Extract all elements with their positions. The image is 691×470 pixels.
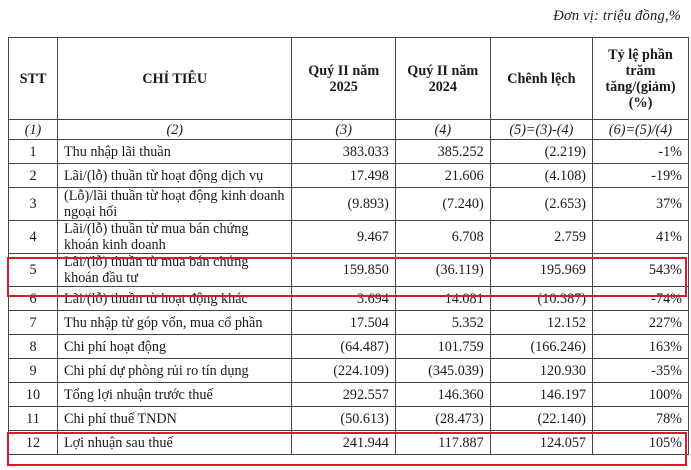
row-change: 12.152 [490, 311, 592, 335]
table-row [9, 335, 689, 359]
row-indicator: Chi phí dự phòng rủi ro tín dụng [58, 359, 292, 383]
table-row [9, 383, 689, 407]
row-indicator: Lãi/(lỗ) thuần từ hoạt động dịch vụ [58, 164, 292, 188]
row-stt: 6 [9, 287, 58, 311]
row-indicator: Lãi/(lỗ) thuần từ mua bán chứng khoán đầu tư [58, 254, 292, 287]
row-stt: 3 [9, 188, 58, 221]
row-stt: 10 [9, 383, 58, 407]
row-pct: 163% [593, 335, 689, 359]
row-indicator: Thu nhập lãi thuần [58, 140, 292, 164]
row-q2-2025: 159.850 [292, 254, 395, 287]
row-pct: 78% [593, 407, 689, 431]
index-cell: (1) [9, 120, 58, 140]
row-q2-2024: (28.473) [395, 407, 490, 431]
row-stt: 12 [9, 431, 58, 455]
row-pct: -35% [593, 359, 689, 383]
table-row [9, 188, 689, 221]
table-row [9, 287, 689, 311]
row-stt: 1 [9, 140, 58, 164]
row-indicator: Lãi/(lỗ) thuần từ mua bán chứng khoán kinh doanh [58, 221, 292, 254]
row-change: 124.057 [490, 431, 592, 455]
row-indicator: (Lỗ)/lãi thuần từ hoạt động kinh doanh ngoại hối [58, 188, 292, 221]
row-pct: 100% [593, 383, 689, 407]
row-pct: -74% [593, 287, 689, 311]
row-stt: 11 [9, 407, 58, 431]
table-row [9, 164, 689, 188]
row-indicator: Thu nhập từ góp vốn, mua cổ phần [58, 311, 292, 335]
row-q2-2024: 385.252 [395, 140, 490, 164]
index-cell: (4) [395, 120, 490, 140]
header-pct: Tỷ lệ phần trăm tăng/(giảm) (%) [593, 38, 689, 120]
row-q2-2025: (224.109) [292, 359, 395, 383]
row-q2-2024: 21.606 [395, 164, 490, 188]
row-q2-2024: 101.759 [395, 335, 490, 359]
row-pct: 37% [593, 188, 689, 221]
row-pct: 227% [593, 311, 689, 335]
header-indicator: CHỈ TIÊU [58, 38, 292, 120]
column-index-row [9, 120, 689, 140]
row-pct: -1% [593, 140, 689, 164]
header-row [9, 38, 689, 120]
row-q2-2025: (9.893) [292, 188, 395, 221]
table-row [9, 254, 689, 287]
row-pct: 543% [593, 254, 689, 287]
row-q2-2025: 17.498 [292, 164, 395, 188]
row-stt: 7 [9, 311, 58, 335]
row-pct: -19% [593, 164, 689, 188]
row-pct: 105% [593, 431, 689, 455]
table-row [9, 431, 689, 455]
row-q2-2025: 383.033 [292, 140, 395, 164]
row-q2-2025: (64.487) [292, 335, 395, 359]
row-stt: 5 [9, 254, 58, 287]
header-stt: STT [9, 38, 58, 120]
index-cell: (6)=(5)/(4) [593, 120, 689, 140]
unit-note: Đơn vị: triệu đồng,% [553, 8, 681, 24]
row-change: (4.108) [490, 164, 592, 188]
row-change: (166.246) [490, 335, 592, 359]
table-row [9, 359, 689, 383]
row-change: 120.930 [490, 359, 592, 383]
row-change: (2.653) [490, 188, 592, 221]
row-indicator: Lợi nhuận sau thuế [58, 431, 292, 455]
row-q2-2024: 5.352 [395, 311, 490, 335]
row-stt: 2 [9, 164, 58, 188]
row-q2-2024: (7.240) [395, 188, 490, 221]
row-q2-2024: 146.360 [395, 383, 490, 407]
table-row [9, 221, 689, 254]
row-q2-2025: 17.504 [292, 311, 395, 335]
row-change: (10.387) [490, 287, 592, 311]
row-q2-2025: 241.944 [292, 431, 395, 455]
header-change: Chênh lệch [490, 38, 592, 120]
table-row [9, 140, 689, 164]
index-cell: (2) [58, 120, 292, 140]
row-q2-2025: 9.467 [292, 221, 395, 254]
row-change: 195.969 [490, 254, 592, 287]
index-cell: (5)=(3)-(4) [490, 120, 592, 140]
row-q2-2024: 117.887 [395, 431, 490, 455]
financial-table [8, 37, 689, 455]
row-pct: 41% [593, 221, 689, 254]
row-stt: 4 [9, 221, 58, 254]
row-change: 2.759 [490, 221, 592, 254]
row-stt: 9 [9, 359, 58, 383]
row-q2-2024: (345.039) [395, 359, 490, 383]
row-indicator: Chi phí thuế TNDN [58, 407, 292, 431]
row-q2-2024: 6.708 [395, 221, 490, 254]
row-q2-2024: 14.081 [395, 287, 490, 311]
row-indicator: Tổng lợi nhuận trước thuế [58, 383, 292, 407]
index-cell: (3) [292, 120, 395, 140]
row-indicator: Chi phí hoạt động [58, 335, 292, 359]
row-stt: 8 [9, 335, 58, 359]
header-q2-2024: Quý II năm 2024 [395, 38, 490, 120]
header-q2-2025: Quý II năm 2025 [292, 38, 395, 120]
row-change: (2.219) [490, 140, 592, 164]
row-change: (22.140) [490, 407, 592, 431]
row-q2-2025: 3.694 [292, 287, 395, 311]
table-row [9, 311, 689, 335]
row-indicator: Lãi/(lỗ) thuần từ hoạt động khác [58, 287, 292, 311]
row-q2-2025: 292.557 [292, 383, 395, 407]
row-change: 146.197 [490, 383, 592, 407]
row-q2-2025: (50.613) [292, 407, 395, 431]
row-q2-2024: (36.119) [395, 254, 490, 287]
table-row [9, 407, 689, 431]
